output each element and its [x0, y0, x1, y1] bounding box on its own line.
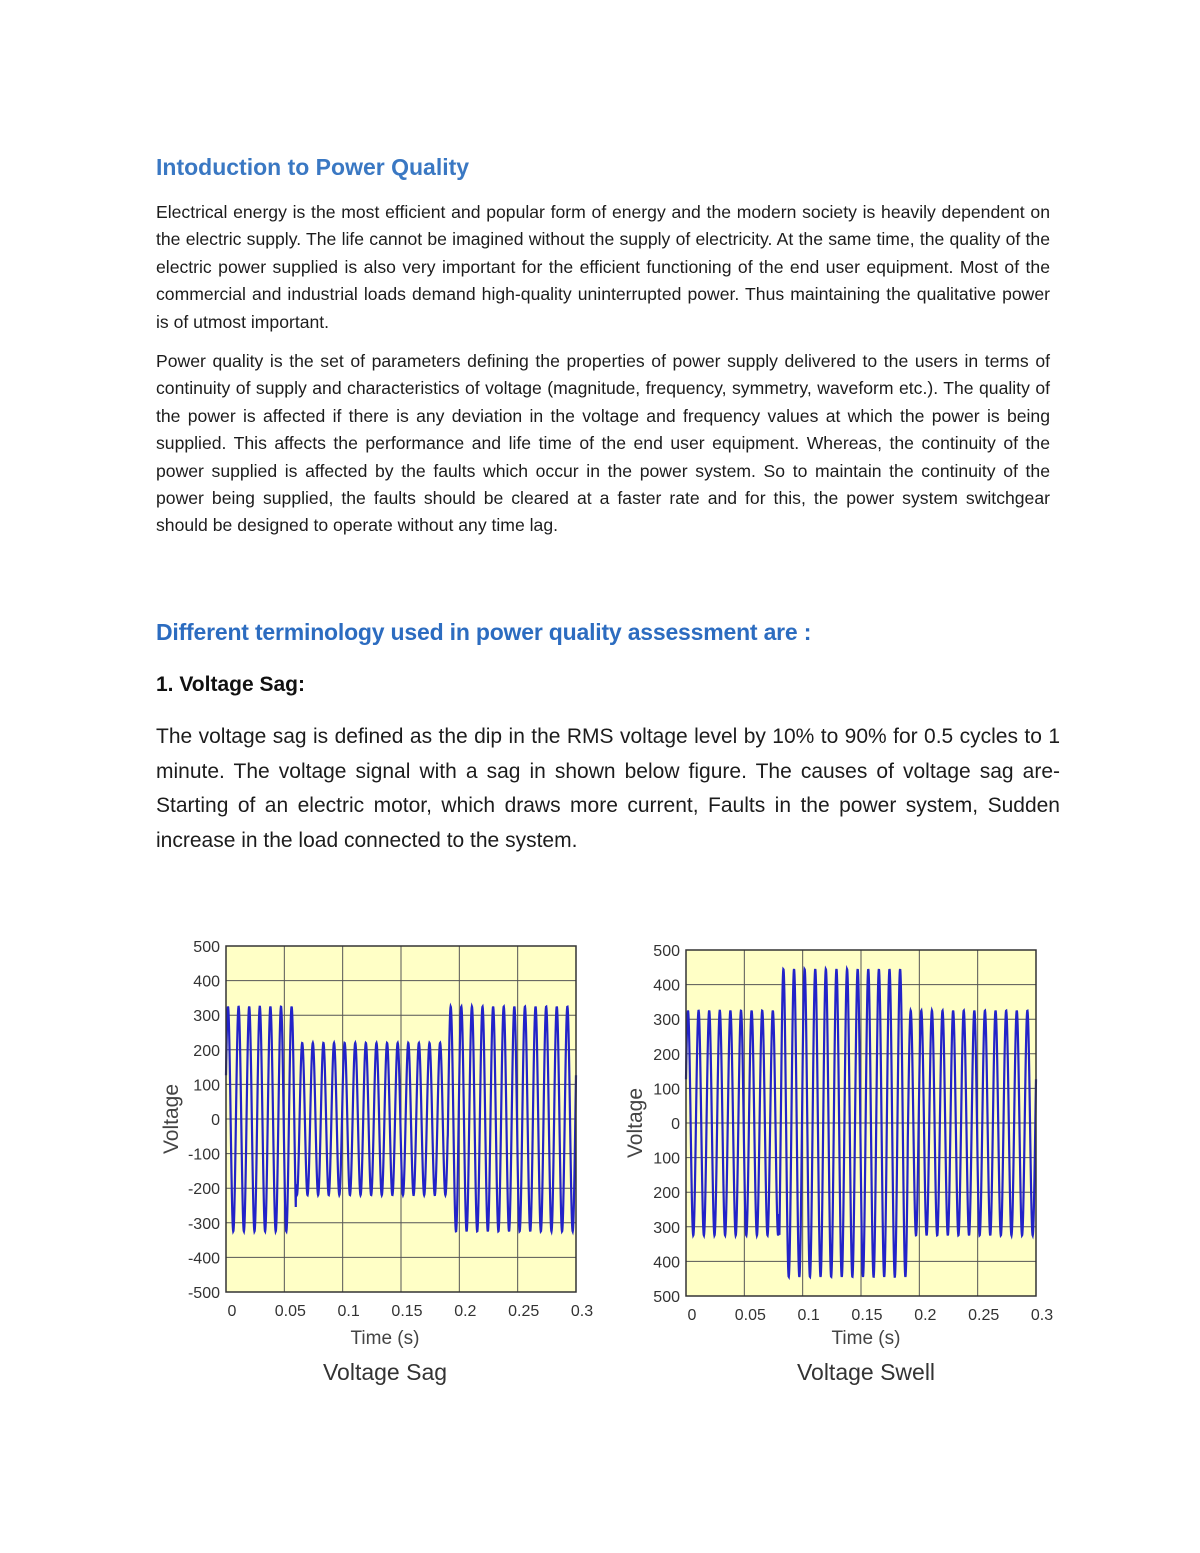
y-tick-label: -400	[187, 1250, 220, 1268]
x-tick-label: 0.15	[851, 1307, 883, 1324]
y-tick-label: 400	[653, 977, 680, 995]
intro-paragraph: Electrical energy is the most efficient and popular form of energy and the modern society is heavily dependent on the electric supply. The life cannot be imagined without the supply of electricity. At the same time, the quality of the electric power supplied is also very important for the efficient functioning of the end user equipment. Most of the commercial and industrial loads demand high-quality uninterrupted power. Thus maintaining the qualitative power is of utmost important.	[156, 202, 1050, 332]
chart-title: Voltage Sag	[322, 1359, 448, 1385]
y-tick-label: 200	[653, 1046, 680, 1064]
y-tick-label: 300	[653, 1012, 680, 1030]
y-tick-label: 100	[653, 1081, 680, 1099]
y-tick-label: 200	[193, 1042, 220, 1060]
x-tick-label: 0.2	[914, 1307, 937, 1324]
y-axis-label: Voltage	[624, 1087, 647, 1159]
y-tick-label: 500	[653, 1289, 680, 1306]
y-tick-label: 500	[193, 939, 220, 956]
x-tick-label: 0	[227, 1303, 237, 1320]
x-axis-label: Time (s)	[831, 1328, 901, 1349]
y-tick-label: 0	[671, 1116, 680, 1133]
x-tick-label: 0.05	[734, 1307, 766, 1324]
y-tick-label: -300	[187, 1215, 220, 1233]
y-tick-label: 100	[193, 1077, 220, 1095]
voltage-sag-title: 1. Voltage Sag:	[156, 673, 305, 696]
y-tick-label: -100	[187, 1146, 220, 1164]
x-tick-label: 0.2	[454, 1303, 477, 1320]
definition-paragraph: Power quality is the set of parameters defining the properties of power supply delivered to the users in terms of continuity of supply and characteristics of voltage (magnitude, frequency, symmetry, waveform etc.). The quality of the power is affected if there is any deviation in the voltage and frequency values at which the power is being supplied. This affects the performance and life time of the end user equipment. Whereas, the continuity of the power supplied is affected by the faults which occur in the power system. So to maintain the continuity of the power being supplied, the faults should be cleared at a faster rate and for this, the power system switchgear should be designed to operate without any time lag.	[156, 351, 1050, 536]
section-heading: Intoduction to Power Quality	[156, 154, 470, 180]
x-tick-label: 0.15	[391, 1303, 423, 1320]
y-tick-label: -500	[187, 1285, 220, 1302]
y-tick-label: 300	[193, 1008, 220, 1026]
chart-voltage-sag	[160, 939, 593, 1385]
y-tick-label: 100	[653, 1150, 680, 1168]
y-tick-label: 500	[653, 943, 680, 960]
x-tick-label: 0.25	[968, 1307, 1000, 1324]
chart-title: Voltage Swell	[796, 1359, 936, 1385]
x-tick-label: 0.1	[797, 1307, 820, 1324]
y-tick-label: 400	[653, 1254, 680, 1272]
chart-voltage-swell	[624, 943, 1053, 1385]
x-tick-label: 0.25	[508, 1303, 540, 1320]
terminology-heading: Different terminology used in power quality assessment are :	[156, 619, 812, 645]
y-tick-label: 300	[653, 1219, 680, 1237]
x-tick-label: 0.3	[1030, 1307, 1054, 1324]
voltage-sag-paragraph: The voltage sag is defined as the dip in the RMS voltage level by 10% to 90% for 0.5 cycles to 1 minute. The voltage signal with a sag in shown below figure. The causes of voltage sag are- Starting of an electric motor, which draws more current, Faults in the power system, Sudden increase in the load connected to the system.	[156, 725, 1060, 852]
x-tick-label: 0.05	[274, 1303, 306, 1320]
y-tick-label: 200	[653, 1185, 680, 1203]
x-tick-label: 0.1	[337, 1303, 360, 1320]
y-tick-label: -200	[187, 1181, 220, 1199]
y-tick-label: 0	[211, 1112, 220, 1129]
x-axis-label: Time (s)	[350, 1328, 420, 1349]
x-tick-label: 0	[687, 1307, 697, 1324]
y-tick-label: 400	[193, 973, 220, 991]
x-tick-label: 0.3	[570, 1303, 594, 1320]
y-axis-label: Voltage	[160, 1083, 183, 1155]
